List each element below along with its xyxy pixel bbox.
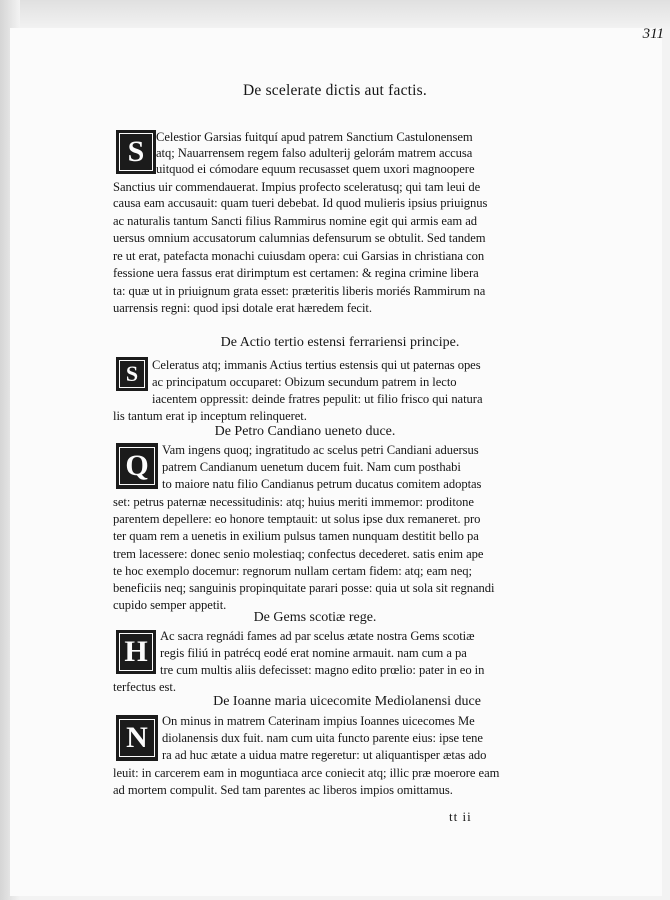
text-line: ac principatum occuparet: Obizum secundum patrem in lecto [152, 375, 457, 389]
text-line: diolanensis dux fuit. nam cum uita functo parente eius: ipse tene [162, 731, 483, 745]
running-title: De scelerate dictis aut factis. [243, 82, 427, 99]
text-line: regis filiú in patrécq eodé erat nomine armauit. nam cum a pa [160, 646, 467, 660]
section-heading: De Ioanne maria uicecomite Mediolanensi duce [213, 694, 481, 709]
text-line: ac naturalis tantum Sancti filius Rammirus nomine egit qui armis eam ad [113, 214, 478, 228]
text-line: uitquod ei cómodare equum recusasset quem uxori magnoopere [156, 162, 475, 176]
text-line: tre cum multis aliis defecisset: magno edito prœlio: pater in eo in [160, 663, 485, 677]
text-line: trem lacessere: donec senio molestiaq; confectus decederet. satis enim ape [113, 547, 484, 561]
decorated-initial-q: Q [116, 443, 158, 489]
text-line: parentem depellere: eo honore temptauit: ut solus ipse dux remaneret. pro [113, 512, 481, 526]
text-line: ta: quæ ut in priuignum grata esset: præteritis liberis moriés Rammirum na [113, 284, 486, 298]
text-line: Celeratus atq; immanis Actius tertius estensis qui ut paternas opes [152, 358, 481, 372]
section-heading: De Petro Candiano ueneto duce. [214, 424, 396, 439]
text-line: cupido semper appetit. [113, 598, 227, 612]
text-line: beneficiis neq; sanguinis propinquitate parari posse: quia ut sola sit regnandi [113, 581, 495, 595]
text-line: Celestior Garsias fuitquí apud patrem Sanctium Castulonensem [156, 130, 473, 144]
text-line: ter quam rem a uenetis in exilium pulsus tamen nunquam destitit bello pa [113, 529, 479, 543]
text-line: terfectus est. [113, 680, 176, 694]
text-line: te hoc exemplo docemur: regnorum nullam certam fidem: atq; eam neq; [113, 564, 472, 578]
text-line: On minus in matrem Caterinam impius Ioannes uicecomes Me [162, 714, 475, 728]
folio-number: 311 [642, 26, 664, 42]
text-line: lis tantum erat ip inceptum relinqueret. [113, 409, 307, 423]
decorated-initial-h: H [116, 630, 156, 674]
text-line: ad mortem compulit. Sed tam parentes ac liberos impios omittamus. [113, 783, 453, 797]
text-line: atq; Nauarrensem regem falso adulterij gelorám matrem accusa [156, 146, 473, 160]
scan-shadow [0, 0, 670, 30]
decorated-initial-n: N [116, 715, 158, 761]
text-line: to maiore natu filio Candianus petrum ducatus comitem adoptas [162, 477, 482, 491]
text-line: leuit: in carcerem eam in moguntiaca arce coniecit atq; illic præ moerore eam [113, 766, 500, 780]
signature-mark: tt ii [449, 809, 472, 824]
text-line: fessione uera fassus erat dirimptum est certamen: & regina crimine libera [113, 266, 479, 280]
text-line: ra ad huc ætate a uidua matre regeretur: ut aliquantisper ætas ado [162, 748, 487, 762]
text-line: uarrensis regni: quod ipsi dotale erat hæredem fecit. [113, 301, 372, 315]
text-line: causa eam accusauit: quam tueri debebat. Id quod mulieris ipsius priuignus [113, 196, 488, 210]
text-line: iacentem oppressit: deinde fratres pepulit: ut filio frisco qui natura [152, 392, 483, 406]
text-line: Ac sacra regnádi fames ad par scelus ætate nostra Gems scotiæ [160, 629, 475, 643]
decorated-initial-s: S [116, 357, 148, 391]
text-line: set: petrus paternæ necessitudinis: atq; huius meriti immemor: proditone [113, 495, 474, 509]
text-line: patrem Candianum uenetum ducem fuit. Nam cum posthabi [162, 460, 461, 474]
section-heading: De Gems scotiæ rege. [253, 610, 377, 625]
decorated-initial-s: S [116, 130, 156, 174]
text-line: uersus omnium accusatorum calumnias defensurum se obtulit. Sed tandem [113, 231, 486, 245]
section-heading: De Actio tertio estensi ferrariensi principe. [220, 335, 460, 350]
text-line: re ut erat, patefacta monachi cuiusdam opera: cui Garsias in christiana con [113, 249, 485, 263]
text-line: Vam ingens quoq; ingratitudo ac scelus petri Candiani aduersus [162, 443, 479, 457]
text-line: Sanctius uir commendauerat. Impius profecto sceleratusq; qui tam leui de [113, 180, 481, 194]
